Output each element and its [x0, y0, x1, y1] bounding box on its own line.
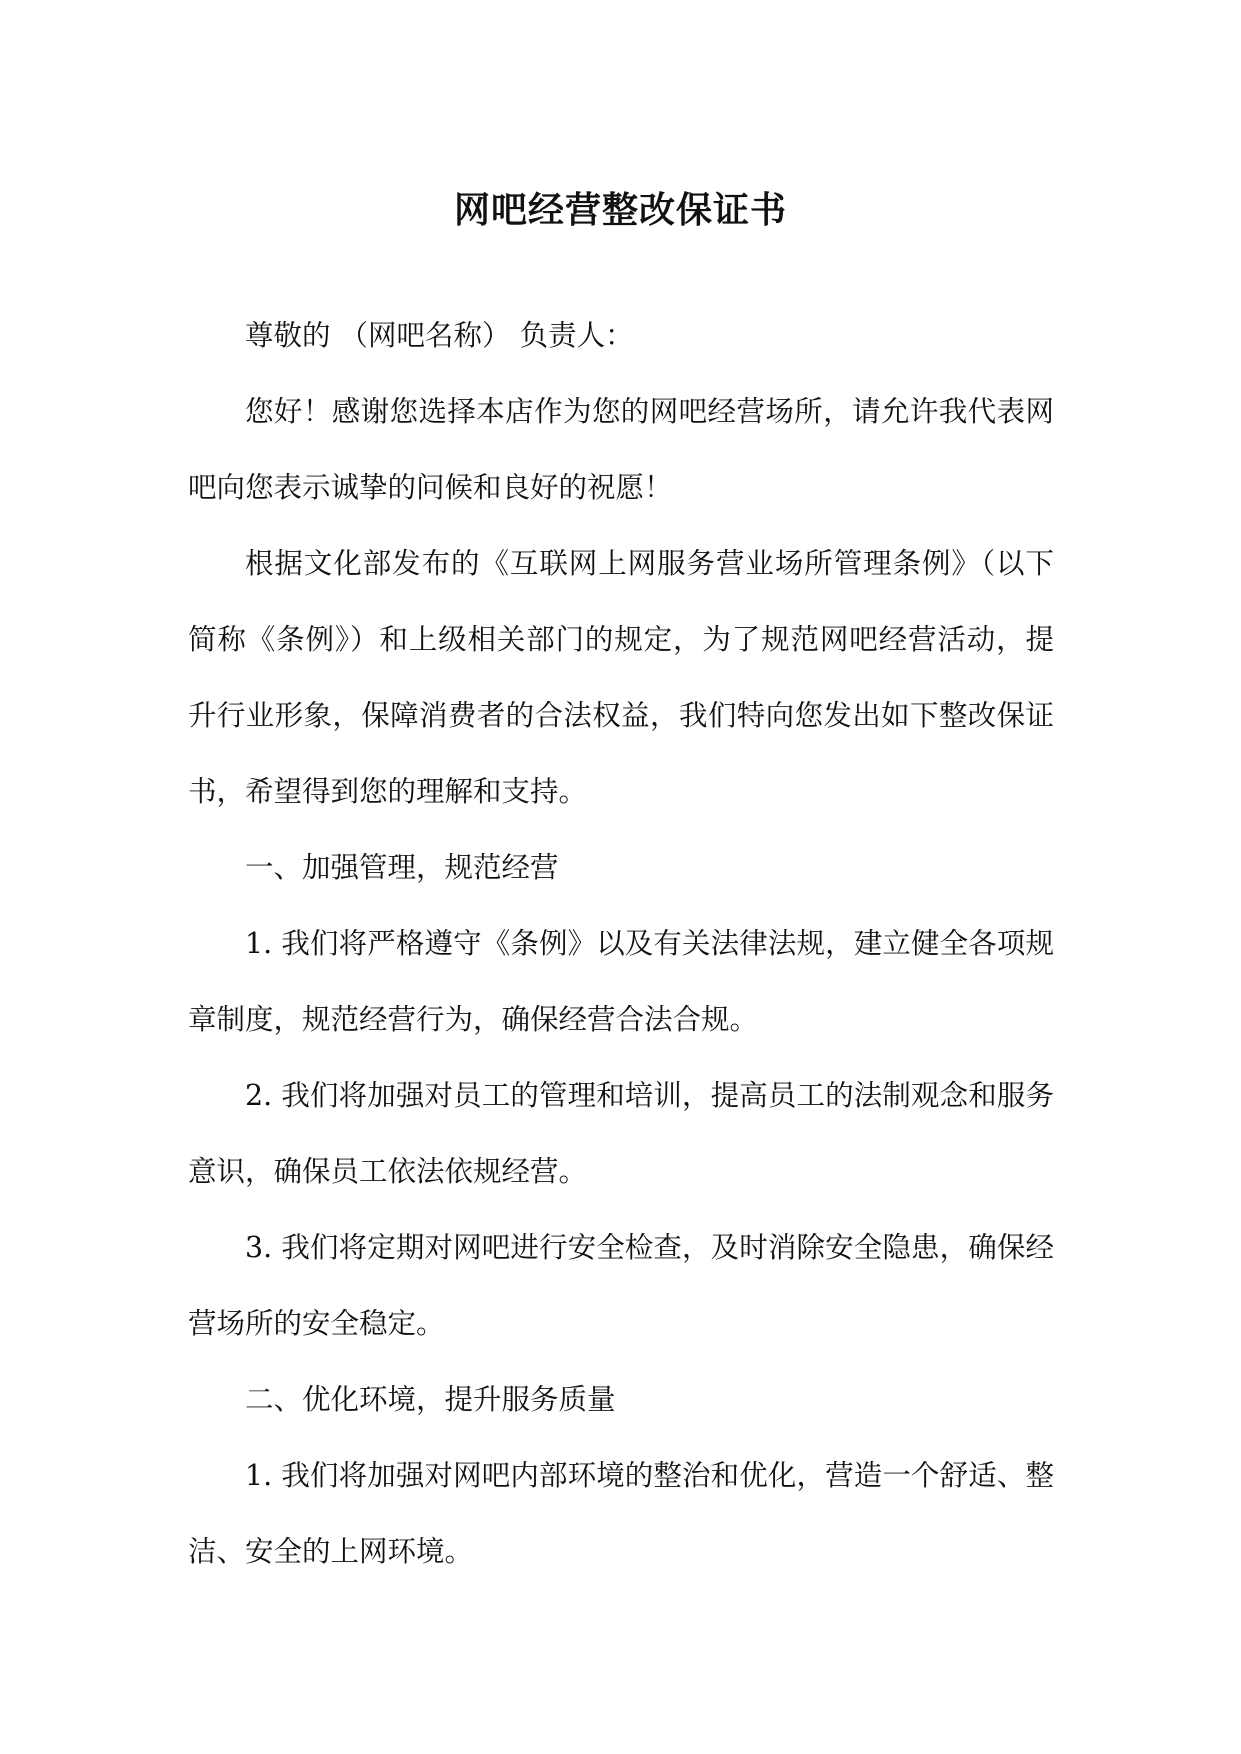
section-1-item-3: 3. 我们将定期对网吧进行安全检查，及时消除安全隐患，确保经营场所的安全稳定。: [188, 1231, 1054, 1340]
section-heading-2: 二、优化环境，提升服务质量: [245, 1383, 616, 1416]
salutation: 尊敬的 （网吧名称） 负责人：: [245, 319, 634, 352]
section-heading-1: 一、加强管理，规范经营: [245, 851, 559, 884]
section-1-item-2: 2. 我们将加强对员工的管理和培训，提高员工的法制观念和服务意识，确保员工依法依规经营。: [188, 1079, 1054, 1188]
intro-paragraph: 根据文化部发布的《互联网上网服务营业场所管理条例》（以下简称《条例》）和上级相关部门的规定，为了规范网吧经营活动，提升行业形象，保障消费者的合法权益，我们特向您发出如下整改保证书，希望得到您的理解和支持。: [188, 547, 1054, 808]
document-title: 网吧经营整改保证书: [453, 189, 787, 231]
section-1-item-1: 1. 我们将严格遵守《条例》以及有关法律法规，建立健全各项规章制度，规范经营行为，确保经营合法合规。: [188, 927, 1054, 1036]
document-body: [188, 298, 1054, 1590]
greeting-paragraph: 您好！感谢您选择本店作为您的网吧经营场所，请允许我代表网吧向您表示诚挚的问候和良好的祝愿！: [188, 395, 1054, 504]
section-2-item-1: 1. 我们将加强对网吧内部环境的整治和优化，营造一个舒适、整洁、安全的上网环境。: [188, 1459, 1054, 1568]
